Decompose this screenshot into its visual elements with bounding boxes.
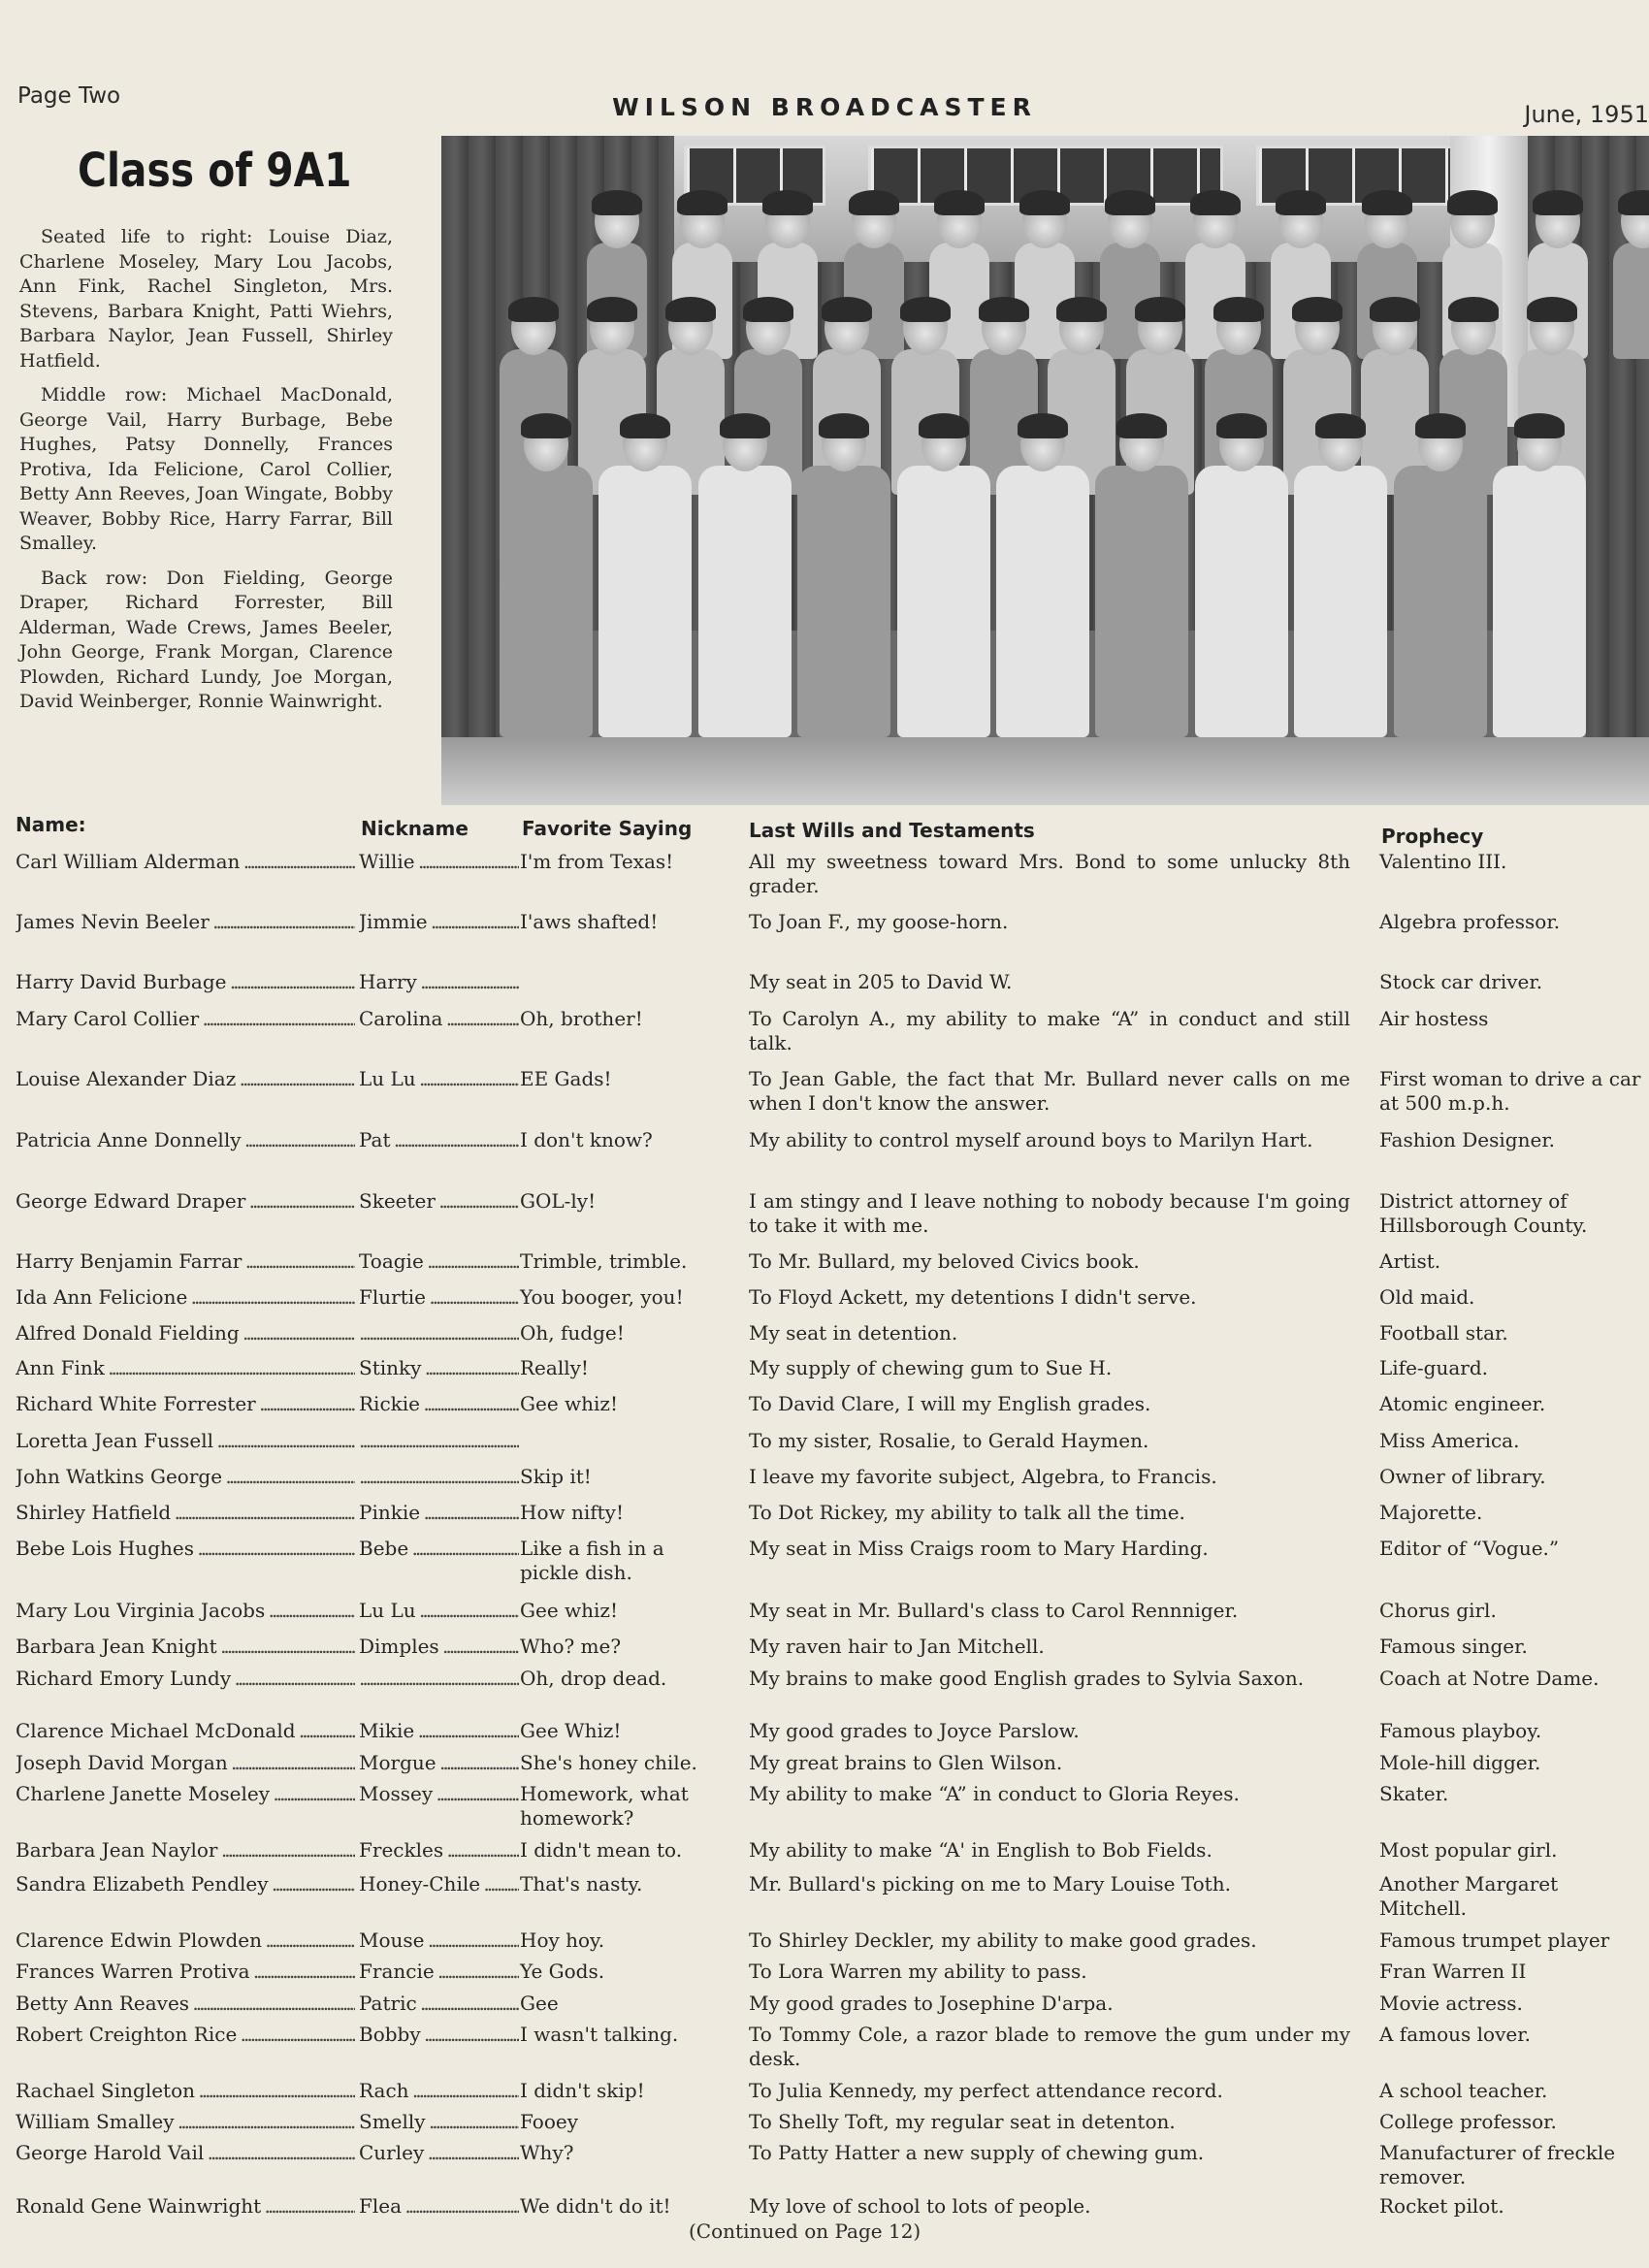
student-nickname <box>359 1429 519 1453</box>
student-name: Mary Lou Virginia Jacobs ..... <box>16 1599 355 1623</box>
favorite-saying: Ye Gods. <box>520 1960 605 1983</box>
student-name: Harry David Burbage ..... <box>16 970 355 994</box>
last-will: To Julia Kennedy, my perfect attendance record. <box>749 2079 1223 2102</box>
prophecy: Fashion Designer. <box>1379 1128 1556 1151</box>
last-will: My supply of chewing gum to Sue H. <box>749 1356 1113 1379</box>
photo-student-figure <box>500 417 593 737</box>
student-nickname: Willie ..... <box>359 850 519 874</box>
last-will: To Tommy Cole, a razor blade to remove the gum under my desk. <box>749 2023 1350 2070</box>
header-favorite-saying: Favorite Saying <box>522 817 693 840</box>
caption-back-row: Back row: Don Fielding, George Draper, Richard Forrester, Bill Alderman, Wade Crews, James Beeler, John George, Frank Morgan, Clarence Plowden, Richard Lundy, Joe Morgan, David Weinberger, Ronnie Wainwright. <box>19 567 393 712</box>
last-will: To my sister, Rosalie, to Gerald Haymen. <box>749 1429 1149 1452</box>
prophecy: Editor of “Vogue.” <box>1379 1537 1560 1560</box>
student-name: James Nevin Beeler ..... <box>16 910 355 934</box>
favorite-saying: Gee whiz! <box>520 1392 618 1415</box>
student-name: Sandra Elizabeth Pendley ..... <box>16 1872 355 1896</box>
prophecy: Most popular girl. <box>1379 1838 1558 1862</box>
favorite-saying: That's nasty. <box>520 1872 643 1895</box>
favorite-saying: I'aws shafted! <box>520 910 659 933</box>
photo-student-figure <box>1195 417 1288 737</box>
last-will: My love of school to lots of people. <box>749 2194 1091 2218</box>
favorite-saying: How nifty! <box>520 1501 625 1524</box>
student-name: Barbara Jean Knight ..... <box>16 1635 355 1659</box>
student-name: Bebe Lois Hughes ..... <box>16 1537 355 1561</box>
issue-date: June, 1951 <box>1524 101 1649 128</box>
favorite-saying: Fooey <box>520 2110 578 2133</box>
student-name: Betty Ann Reaves ..... <box>16 1992 355 2016</box>
caption-seated-row: Seated life to right: Louise Diaz, Charlene Moseley, Mary Lou Jacobs, Ann Fink, Rachel Singleton, Mrs. Stevens, Barbara Knight, Patti Wiehrs, Barbara Naylor, Jean Fussell, Shirley Hatfield. <box>19 226 393 372</box>
student-name: Shirley Hatfield ..... <box>16 1501 355 1525</box>
student-nickname: Lu Lu ..... <box>359 1067 519 1091</box>
student-name: George Edward Draper ..... <box>16 1189 355 1214</box>
photo-student-figure <box>1294 417 1387 737</box>
favorite-saying: She's honey chile. <box>520 1751 697 1774</box>
favorite-saying: I don't know? <box>520 1128 653 1151</box>
student-name: John Watkins George ..... <box>16 1465 355 1489</box>
prophecy: Owner of library. <box>1379 1465 1546 1488</box>
last-will: My seat in Mr. Bullard's class to Carol Rennniger. <box>749 1599 1239 1622</box>
prophecy: Majorette. <box>1379 1501 1483 1524</box>
favorite-saying: Trimble, trimble. <box>520 1249 688 1273</box>
photo-student-figure <box>897 417 990 737</box>
prophecy: Famous trumpet player <box>1379 1928 1610 1952</box>
last-will: My seat in detention. <box>749 1321 958 1345</box>
student-name: Mary Carol Collier ..... <box>16 1007 355 1031</box>
student-name: George Harold Vail ..... <box>16 2141 355 2165</box>
favorite-saying: Skip it! <box>520 1465 592 1488</box>
student-nickname: Honey-Chile ..... <box>359 1872 519 1896</box>
student-nickname: Patric ..... <box>359 1992 519 2016</box>
photo-caption <box>19 225 393 725</box>
prophecy: Chorus girl. <box>1379 1599 1497 1622</box>
prophecy: Atomic engineer. <box>1379 1392 1546 1415</box>
student-nickname: Toagie ..... <box>359 1249 519 1274</box>
favorite-saying: GOL-ly! <box>520 1189 597 1213</box>
student-nickname: Freckles ..... <box>359 1838 519 1863</box>
last-will: To Dot Rickey, my ability to talk all the time. <box>749 1501 1185 1524</box>
favorite-saying: Homework, what homework? <box>520 1782 689 1830</box>
prophecy: Movie actress. <box>1379 1992 1523 2015</box>
photo-student-figure <box>1394 417 1487 737</box>
prophecy: Football star. <box>1379 1321 1508 1345</box>
favorite-saying: I didn't skip! <box>520 2079 645 2102</box>
favorite-saying: I wasn't talking. <box>520 2023 679 2046</box>
last-will: My ability to make “A” in conduct to Gloria Reyes. <box>749 1782 1240 1805</box>
favorite-saying: Hoy hoy. <box>520 1928 605 1952</box>
student-nickname <box>359 1465 519 1489</box>
favorite-saying: EE Gads! <box>520 1067 612 1090</box>
last-will: To Shirley Deckler, my ability to make good grades. <box>749 1928 1257 1952</box>
student-name: Ida Ann Felicione ..... <box>16 1285 355 1310</box>
last-will: To Patty Hatter a new supply of chewing gum. <box>749 2141 1205 2164</box>
prophecy: Manufacturer of freckle remover. <box>1379 2141 1616 2188</box>
student-name: Charlene Janette Moseley ..... <box>16 1782 355 1806</box>
last-will: To Mr. Bullard, my beloved Civics book. <box>749 1249 1140 1273</box>
student-name: Clarence Michael McDonald ..... <box>16 1719 355 1743</box>
student-nickname: Rickie ..... <box>359 1392 519 1416</box>
student-name: Louise Alexander Diaz ..... <box>16 1067 355 1091</box>
caption-middle-row: Middle row: Michael MacDonald, George Vail, Harry Burbage, Bebe Hughes, Patsy Donnelly, Frances Protiva, Ida Felicione, Carol Collier, Betty Ann Reeves, Joan Wingate, Bobby Weaver, Bobby Rice, Harry Farrar, Bill Smalley. <box>19 384 393 554</box>
student-name: William Smalley ..... <box>16 2110 355 2134</box>
last-will: All my sweetness toward Mrs. Bond to some unlucky 8th grader. <box>749 850 1350 897</box>
last-will: I leave my favorite subject, Algebra, to Francis. <box>749 1465 1217 1488</box>
student-nickname <box>359 1667 519 1691</box>
prophecy: Life-guard. <box>1379 1356 1489 1379</box>
photo-student-figure <box>996 417 1089 737</box>
favorite-saying: Oh, drop dead. <box>520 1667 667 1690</box>
header-prophecy: Prophecy <box>1381 825 1484 848</box>
last-will: To Joan F., my goose-horn. <box>749 910 1009 933</box>
header-last-wills: Last Wills and Testaments <box>749 819 1035 842</box>
photo-student-figure <box>598 417 692 737</box>
student-nickname: Rach ..... <box>359 2079 519 2103</box>
photo-student-figure <box>1493 417 1586 737</box>
photo-student-figure <box>1613 194 1649 359</box>
student-nickname: Stinky ..... <box>359 1356 519 1380</box>
favorite-saying: Gee whiz! <box>520 1599 618 1622</box>
continued-note: (Continued on Page 12) <box>689 2219 922 2243</box>
student-nickname: Morgue ..... <box>359 1751 519 1775</box>
prophecy: Coach at Notre Dame. <box>1379 1667 1600 1690</box>
header-nickname: Nickname <box>361 817 469 840</box>
student-nickname: Mouse ..... <box>359 1928 519 1953</box>
student-name: Harry Benjamin Farrar ..... <box>16 1249 355 1274</box>
favorite-saying: Who? me? <box>520 1635 622 1658</box>
favorite-saying: I didn't mean to. <box>520 1838 683 1862</box>
prophecy: Stock car driver. <box>1379 970 1543 993</box>
last-will: My raven hair to Jan Mitchell. <box>749 1635 1045 1658</box>
student-nickname: Pinkie ..... <box>359 1501 519 1525</box>
favorite-saying: Like a fish in a pickle dish. <box>520 1537 664 1584</box>
photo-ground <box>441 737 1649 805</box>
prophecy: Old maid. <box>1379 1285 1475 1309</box>
prophecy: Fran Warren II <box>1379 1960 1527 1983</box>
prophecy: District attorney of Hillsborough County. <box>1379 1189 1588 1237</box>
favorite-saying: Gee Whiz! <box>520 1719 622 1742</box>
photo-student-figure <box>1095 417 1188 737</box>
student-nickname: Harry ..... <box>359 970 519 994</box>
prophecy: Famous playboy. <box>1379 1719 1542 1742</box>
student-nickname: Flea ..... <box>359 2194 519 2219</box>
last-will: My brains to make good English grades to Sylvia Saxon. <box>749 1667 1305 1690</box>
header-name: Name: <box>16 813 86 836</box>
favorite-saying: Gee <box>520 1992 559 2015</box>
last-will: To Carolyn A., my ability to make “A” in conduct and still talk. <box>749 1007 1350 1054</box>
student-nickname: Flurtie ..... <box>359 1285 519 1310</box>
last-will: My good grades to Josephine D'arpa. <box>749 1992 1114 2015</box>
student-name: Joseph David Morgan ..... <box>16 1751 355 1775</box>
student-nickname: Lu Lu ..... <box>359 1599 519 1623</box>
page-number: Page Two <box>17 83 121 109</box>
prophecy: Skater. <box>1379 1782 1449 1805</box>
student-name: Loretta Jean Fussell ..... <box>16 1429 355 1453</box>
prophecy: Famous singer. <box>1379 1635 1528 1658</box>
prophecy: A famous lover. <box>1379 2023 1531 2046</box>
last-will: My ability to make “A' in English to Bob Fields. <box>749 1838 1212 1862</box>
favorite-saying: We didn't do it! <box>520 2194 671 2218</box>
student-name: Carl William Alderman ..... <box>16 850 355 874</box>
favorite-saying: Oh, fudge! <box>520 1321 625 1345</box>
student-name: Clarence Edwin Plowden ..... <box>16 1928 355 1953</box>
prophecy: A school teacher. <box>1379 2079 1548 2102</box>
class-title: Class of 9A1 <box>78 144 352 198</box>
prophecy: Artist. <box>1379 1249 1441 1273</box>
favorite-saying: Oh, brother! <box>520 1007 643 1030</box>
last-will: To Jean Gable, the fact that Mr. Bullard never calls on me when I don't know the answer. <box>749 1067 1350 1115</box>
student-name: Rachael Singleton ..... <box>16 2079 355 2103</box>
student-nickname: Bobby ..... <box>359 2023 519 2047</box>
student-nickname: Dimples ..... <box>359 1635 519 1659</box>
student-nickname <box>359 1321 519 1345</box>
student-name: Barbara Jean Naylor ..... <box>16 1838 355 1863</box>
photo-student-figure <box>797 417 890 737</box>
student-nickname: Bebe ..... <box>359 1537 519 1561</box>
prophecy: Miss America. <box>1379 1429 1520 1452</box>
prophecy: Another Margaret Mitchell. <box>1379 1872 1559 1920</box>
last-will: My seat in 205 to David W. <box>749 970 1013 993</box>
student-nickname: Jimmie ..... <box>359 910 519 934</box>
student-name: Robert Creighton Rice ..... <box>16 2023 355 2047</box>
favorite-saying: I'm from Texas! <box>520 850 674 873</box>
student-name: Ann Fink ..... <box>16 1356 355 1380</box>
last-will: My great brains to Glen Wilson. <box>749 1751 1063 1774</box>
last-will: To Floyd Ackett, my detentions I didn't serve. <box>749 1285 1197 1309</box>
student-name: Patricia Anne Donnelly ..... <box>16 1128 355 1152</box>
student-nickname: Curley ..... <box>359 2141 519 2165</box>
prophecy: First woman to drive a car at 500 m.p.h. <box>1379 1067 1641 1115</box>
student-name: Frances Warren Protiva ..... <box>16 1960 355 1984</box>
last-will: Mr. Bullard's picking on me to Mary Louise Toth. <box>749 1872 1231 1895</box>
student-nickname: Francie ..... <box>359 1960 519 1984</box>
student-nickname: Mikie ..... <box>359 1719 519 1743</box>
prophecy: College professor. <box>1379 2110 1557 2133</box>
last-will: To David Clare, I will my English grades. <box>749 1392 1151 1415</box>
prophecy: Algebra professor. <box>1379 910 1561 933</box>
student-nickname: Mossey ..... <box>359 1782 519 1806</box>
last-will: My ability to control myself around boys to Marilyn Hart. <box>749 1128 1313 1151</box>
class-photo <box>441 136 1649 805</box>
newspaper-masthead: WILSON BROADCASTER <box>612 93 1037 121</box>
student-name: Richard White Forrester ..... <box>16 1392 355 1416</box>
last-will: To Lora Warren my ability to pass. <box>749 1960 1087 1983</box>
student-name: Alfred Donald Fielding ..... <box>16 1321 355 1345</box>
last-will: My good grades to Joyce Parslow. <box>749 1719 1080 1742</box>
student-name: Richard Emory Lundy ..... <box>16 1667 355 1691</box>
favorite-saying: You booger, you! <box>520 1285 684 1309</box>
last-will: I am stingy and I leave nothing to nobody because I'm going to take it with me. <box>749 1189 1350 1237</box>
table-header <box>0 813 1649 852</box>
student-nickname: Carolina ..... <box>359 1007 519 1031</box>
prophecy: Mole-hill digger. <box>1379 1751 1541 1774</box>
prophecy: Air hostess <box>1379 1007 1489 1030</box>
favorite-saying: Really! <box>520 1356 589 1379</box>
favorite-saying: Why? <box>520 2141 574 2164</box>
photo-student-figure <box>698 417 792 737</box>
last-will: To Shelly Toft, my regular seat in detenton. <box>749 2110 1176 2133</box>
student-nickname: Pat ..... <box>359 1128 519 1152</box>
student-name: Ronald Gene Wainwright ..... <box>16 2194 355 2219</box>
student-nickname: Smelly ..... <box>359 2110 519 2134</box>
prophecy: Rocket pilot. <box>1379 2194 1504 2218</box>
student-nickname: Skeeter ..... <box>359 1189 519 1214</box>
prophecy: Valentino III. <box>1379 850 1507 873</box>
last-will: My seat in Miss Craigs room to Mary Harding. <box>749 1537 1209 1560</box>
